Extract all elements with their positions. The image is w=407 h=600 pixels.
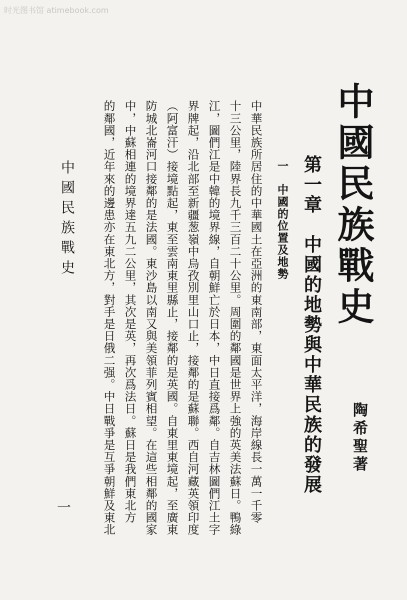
section-heading: 一 中國的位置及地勢 <box>276 160 289 280</box>
body-text-line: 防城北崙河口接鄰的是法國。東沙島以南又與美領菲列賓相望。在這些相鄰的國家 <box>144 100 159 536</box>
book-title: 中國民族戰史 <box>331 82 375 328</box>
body-text-line: 江，圖們江是中韓的境界線，自朝鮮亡於日本，中日直接爲鄰。自吉林圖們江土字 <box>207 100 222 536</box>
body-text-line: 中，中蘇相連的境界達五九二公里，其次是英，再次爲法日。蘇日是我們東北方 <box>123 100 138 524</box>
running-footer-title: 中國民族戰史 <box>59 160 75 280</box>
body-text-line: 界牌起，沿北部至新疆葱嶺中烏孜別里山口止，接鄰的是蘇聯。西自河藏英領印度 <box>186 100 201 536</box>
page-number: 一 <box>55 500 71 514</box>
body-text-line: 中華民族所居住的中華國土在亞洲的東南部，東面太平洋，海岸線長一萬一千零 <box>249 100 264 524</box>
author-byline: 陶希聖著 <box>351 402 369 474</box>
chapter-heading: 第一章 中國的地勢與中華民族的發展 <box>301 155 322 495</box>
watermark-text: 时光图书馆 atimebook.com <box>4 6 109 15</box>
body-text-line: （阿富汗）接境點起，東至雲南東里縣止，接鄰的是英國。自東里東境起，至廣東 <box>165 100 180 536</box>
body-text-line: 十三公里，陸界長九千三百二十公里。周圍的鄰國是世界上強的英美法蘇日。鴨綠 <box>228 100 243 536</box>
body-text-line: 的鄰國，近年來的邊患亦在東北方，對手是日俄二强。中日戰爭是互爭朝鮮及東北 <box>102 100 117 536</box>
